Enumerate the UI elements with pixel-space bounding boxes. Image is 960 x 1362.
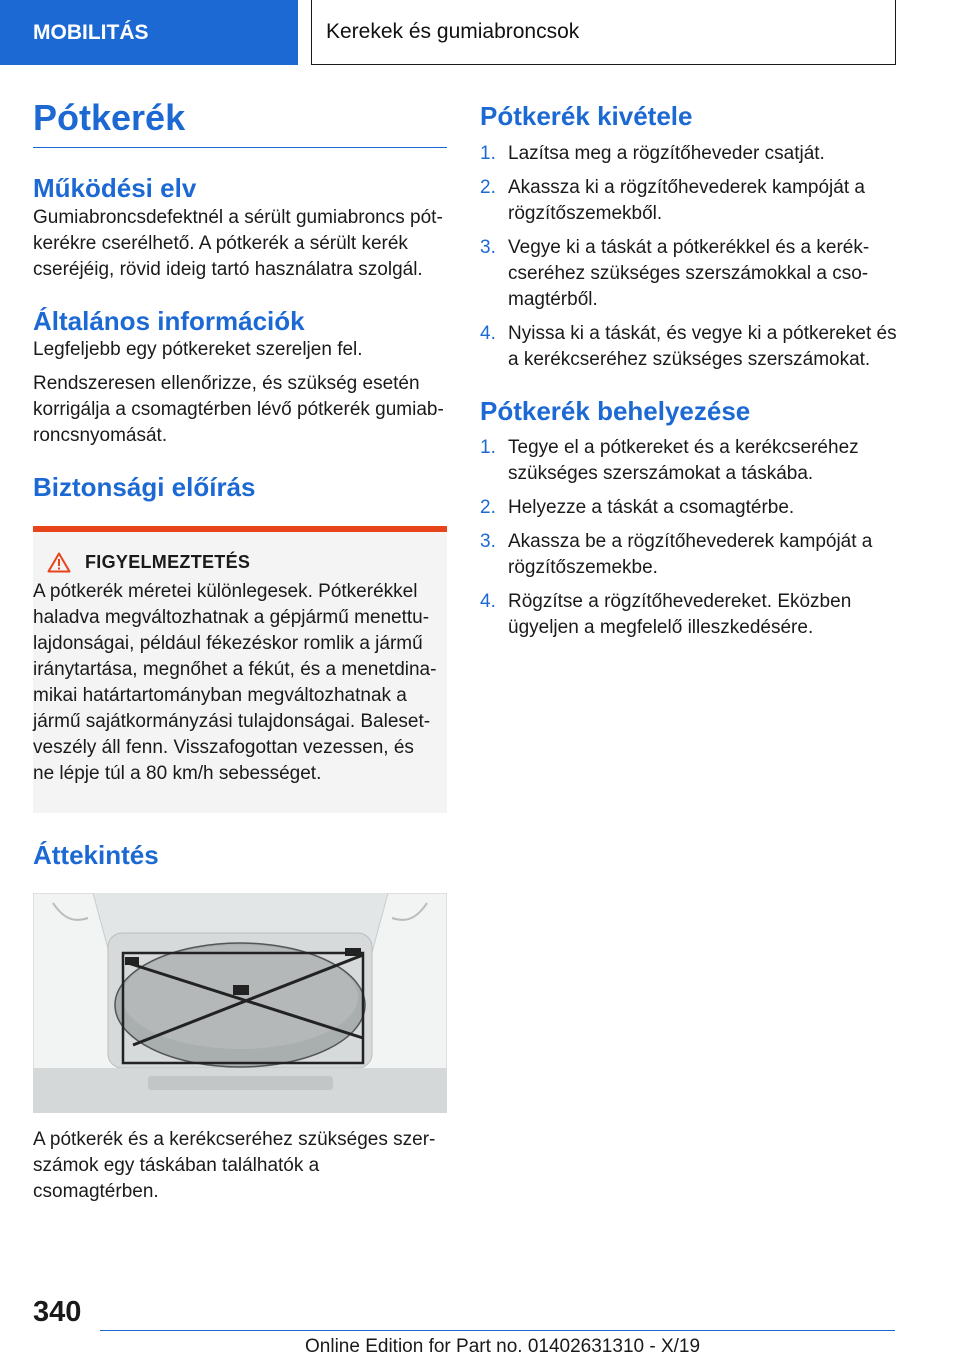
- chapter-title: Kerekek és gumiabroncsok: [311, 0, 896, 65]
- overview-heading: Áttekintés: [33, 839, 159, 870]
- principle-text: Gumiabroncsdefektnél a sérült gumiabroncs pótkerékre cserélhető. A pótkerék a sérült kerék cseréjéig, rövid ideig tartó használatra szolgál.: [33, 206, 443, 280]
- list-item: 3. Akassza be a rögzítőhevederek kampóját a rögzítőszemekbe.: [480, 531, 873, 579]
- right-column: [480, 100, 900, 649]
- list-item: 4. Nyissa ki a táskát, és vegye ki a pótkereket és a kerékcseréhez szükséges szerszámokat.: [480, 322, 897, 370]
- safety-heading: Biztonsági előírás: [33, 472, 256, 503]
- warning-text: A pótkerék méretei különlegesek. Pótkerékkel haladva megváltozhatnak a gépjármű menettulajdonságai, például fékezéskor romlik a jármű iránytartása, megnőhet a fékút, és a menetdinamikai határtartományban megváltozhatnak a jármű sajátkormányzási tulajdonságai. Balesetveszély áll fenn. Visszafogottan vezessen, és ne lépje túl a 80 km/h sebességet.: [33, 580, 437, 784]
- left-column: [33, 96, 447, 1205]
- page-title: Pótkerék: [33, 96, 447, 148]
- list-item: 4. Rögzítse a rögzítőhevedereket. Eközben ügyeljen a megfelelő illeszkedésére.: [480, 591, 852, 639]
- list-item: 2. Akassza ki a rögzítőhevederek kampóját a rögzítőszemekből.: [480, 176, 865, 224]
- list-item: 3. Vegye ki a táskát a pótkerékkel és a kerékcseréhez szükséges szerszámokkal a csomagtérből.: [480, 236, 870, 310]
- spare-wheel-figure: [33, 893, 447, 1113]
- section-tab: MOBILITÁS: [0, 0, 298, 65]
- warning-triangle-icon: [47, 552, 71, 573]
- warning-box: [33, 526, 447, 813]
- general-heading: Általános információk: [33, 305, 305, 336]
- insert-heading: Pótkerék behelyezése: [480, 395, 751, 426]
- figure-caption: A pótkerék és a kerékcseréhez szükséges szerszámok egy táskában találhatók a csomagtérben.: [33, 1129, 436, 1203]
- list-item: 2. Helyezze a táskát a csomagtérbe.: [480, 497, 795, 519]
- trunk-spare-wheel-illustration: [33, 893, 447, 1113]
- footer-divider: [100, 1330, 895, 1331]
- list-item: 1. Tegye el a pótkereket és a kerékcseréhez szükséges szerszámokat a táskába.: [480, 437, 859, 485]
- insert-steps: [480, 435, 900, 641]
- removal-heading: Pótkerék kivétele: [480, 101, 693, 131]
- page-number: 340: [33, 1296, 82, 1328]
- principle-heading: Működési elv: [33, 173, 197, 204]
- warning-title: FIGYELMEZTETÉS: [85, 551, 251, 572]
- list-item: 1. Lazítsa meg a rögzítőheveder csatját.: [480, 142, 825, 164]
- warning-title-row: [33, 552, 437, 573]
- general-text-1: Legfeljebb egy pótkereket szereljen fel.: [33, 339, 363, 361]
- general-text-2: Rendszeresen ellenőrizze, és szükség esetén korrigálja a csomagtérben lévő pótkerék gumiabroncsnyomását.: [33, 373, 444, 447]
- removal-steps: [480, 141, 900, 373]
- edition-footer: Online Edition for Part no. 01402631310 - X/19: [305, 1336, 701, 1357]
